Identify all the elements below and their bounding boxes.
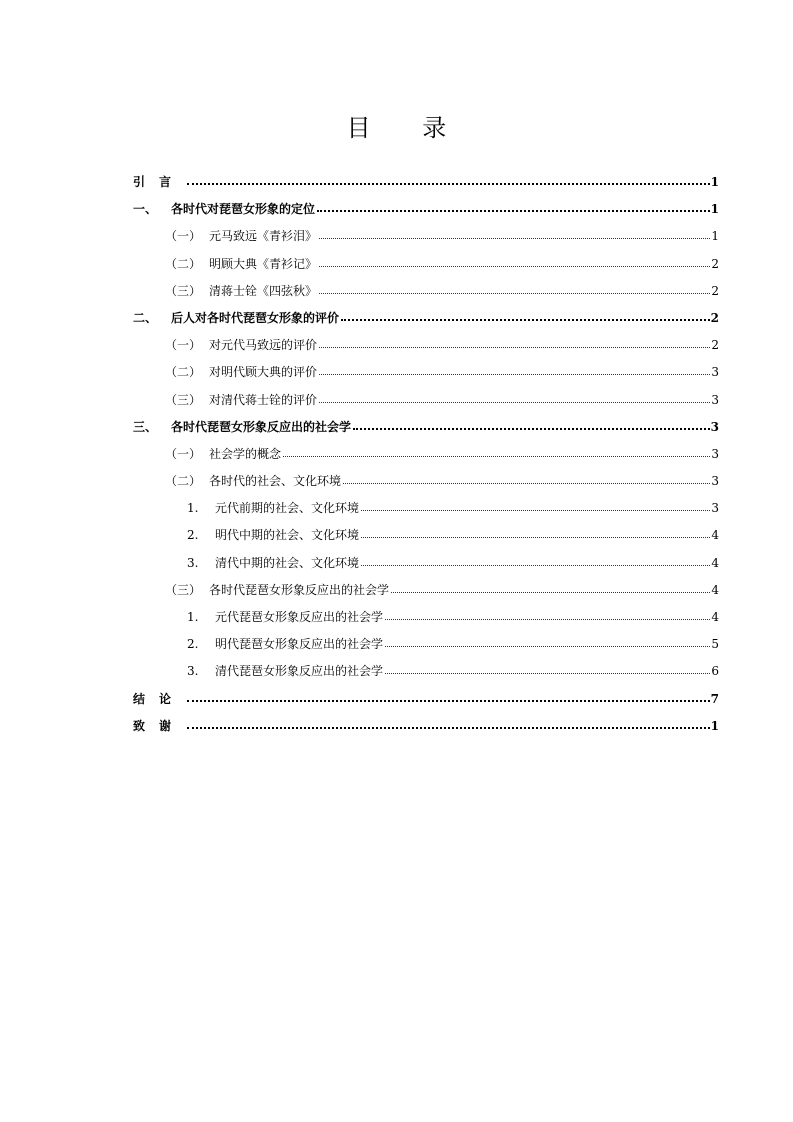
toc-entry-label: 对清代蒋士铨的评价 bbox=[209, 392, 318, 407]
toc-entry-label: 各时代琵琶女形象反应出的社会学 bbox=[171, 419, 352, 434]
toc-entry[interactable] bbox=[133, 199, 719, 226]
toc-entry[interactable] bbox=[133, 716, 719, 743]
page-title: 目 录 bbox=[346, 114, 469, 142]
toc-entry-label: 明顾大典《青衫记》 bbox=[209, 256, 318, 271]
toc-entry-page-number: 3 bbox=[711, 392, 719, 407]
dot-leader bbox=[319, 335, 710, 349]
dot-leader bbox=[361, 553, 710, 567]
toc-entry[interactable] bbox=[133, 417, 719, 444]
toc-entry-page-number: 4 bbox=[711, 528, 719, 543]
toc-entry-label: 清代中期的社会、文化环境 bbox=[215, 555, 360, 570]
toc-entry-number: （三） bbox=[165, 582, 202, 597]
table-of-contents bbox=[133, 172, 719, 743]
toc-entry-number: （一） bbox=[165, 229, 202, 244]
toc-entry[interactable] bbox=[133, 661, 719, 688]
dot-leader bbox=[353, 417, 710, 431]
toc-entry-page-number: 3 bbox=[711, 365, 719, 380]
toc-entry[interactable] bbox=[133, 689, 719, 716]
toc-entry[interactable] bbox=[133, 254, 719, 281]
toc-entry-page-number: 1 bbox=[710, 175, 719, 189]
toc-entry-label: 各时代琵琶女形象反应出的社会学 bbox=[209, 582, 390, 597]
toc-entry-label: 元代琵琶女形象反应出的社会学 bbox=[215, 610, 384, 624]
toc-entry-number: 3. bbox=[187, 555, 199, 570]
toc-entry-number: 一、 bbox=[133, 202, 158, 217]
toc-entry[interactable] bbox=[133, 281, 719, 308]
dot-leader bbox=[391, 580, 710, 594]
toc-entry-page-number: 4 bbox=[711, 610, 719, 624]
toc-entry-number: 三、 bbox=[133, 419, 158, 434]
dot-leader bbox=[319, 281, 710, 295]
toc-entry-page-number: 3 bbox=[711, 501, 719, 516]
toc-entry[interactable] bbox=[133, 634, 719, 661]
toc-entry[interactable] bbox=[133, 525, 719, 552]
toc-entry-label: 对元代马致远的评价 bbox=[209, 338, 318, 353]
toc-entry-number: （二） bbox=[165, 474, 202, 489]
toc-entry-label: 各时代的社会、文化环境 bbox=[209, 474, 342, 489]
toc-entry-page-number: 2 bbox=[711, 338, 719, 353]
dot-leader bbox=[187, 172, 710, 186]
toc-entry-label: 元代前期的社会、文化环境 bbox=[215, 501, 360, 516]
toc-entry-number: （二） bbox=[165, 256, 202, 271]
dot-leader bbox=[341, 308, 710, 322]
toc-entry-page-number: 7 bbox=[710, 691, 719, 706]
toc-entry[interactable] bbox=[133, 226, 719, 253]
dot-leader bbox=[385, 634, 710, 648]
toc-entry-page-number: 6 bbox=[711, 664, 719, 679]
toc-entry-number: 1. bbox=[187, 610, 199, 624]
dot-leader bbox=[187, 689, 710, 703]
dot-leader bbox=[319, 254, 710, 268]
toc-entry-page-number: 5 bbox=[711, 637, 719, 652]
toc-entry-page-number: 2 bbox=[710, 310, 719, 325]
toc-entry-number: （三） bbox=[165, 283, 202, 298]
toc-entry[interactable] bbox=[133, 390, 719, 417]
toc-entry-number: （三） bbox=[165, 392, 202, 407]
toc-entry-number: 3. bbox=[187, 664, 199, 679]
toc-entry-number: 1. bbox=[187, 501, 199, 516]
toc-entry-page-number: 3 bbox=[711, 474, 719, 489]
dot-leader bbox=[385, 661, 710, 675]
dot-leader bbox=[361, 498, 710, 512]
dot-leader bbox=[385, 607, 710, 621]
toc-entry[interactable] bbox=[133, 553, 719, 580]
dot-leader bbox=[319, 362, 710, 376]
toc-entry-label: 后人对各时代琵琶女形象的评价 bbox=[171, 310, 340, 325]
toc-entry-number: 2. bbox=[187, 637, 199, 652]
toc-entry-label: 社会学的概念 bbox=[209, 446, 282, 461]
toc-entry[interactable] bbox=[133, 607, 719, 634]
toc-entry-page-number: 2 bbox=[711, 283, 719, 298]
toc-entry-page-number: 1 bbox=[710, 718, 719, 733]
toc-entry[interactable] bbox=[133, 308, 719, 335]
dot-leader bbox=[319, 390, 710, 404]
toc-entry-page-number: 1 bbox=[711, 229, 719, 244]
toc-entry[interactable] bbox=[133, 471, 719, 498]
dot-leader bbox=[361, 525, 710, 539]
toc-entry-label: 引言 bbox=[133, 175, 186, 189]
toc-entry-label: 对明代顾大典的评价 bbox=[209, 365, 318, 380]
toc-entry-label: 明代琵琶女形象反应出的社会学 bbox=[215, 637, 384, 652]
toc-entry[interactable] bbox=[133, 172, 719, 199]
dot-leader bbox=[319, 226, 710, 240]
toc-entry-label: 各时代对琵琶女形象的定位 bbox=[171, 202, 316, 217]
dot-leader bbox=[187, 716, 710, 730]
toc-entry[interactable] bbox=[133, 444, 719, 471]
toc-entry-number: （一） bbox=[165, 446, 202, 461]
toc-entry-page-number: 3 bbox=[710, 419, 719, 434]
toc-entry-label: 清蒋士铨《四弦秋》 bbox=[209, 283, 318, 298]
dot-leader bbox=[317, 199, 710, 213]
toc-entry[interactable] bbox=[133, 580, 719, 607]
toc-entry-page-number: 3 bbox=[711, 446, 719, 461]
toc-entry-number: （二） bbox=[165, 365, 202, 380]
toc-entry[interactable] bbox=[133, 498, 719, 525]
toc-entry-label: 元马致远《青衫泪》 bbox=[209, 229, 318, 244]
toc-entry-label: 明代中期的社会、文化环境 bbox=[215, 528, 360, 543]
toc-entry-label: 清代琵琶女形象反应出的社会学 bbox=[215, 664, 384, 679]
toc-entry-number: （一） bbox=[165, 338, 202, 353]
toc-entry[interactable] bbox=[133, 335, 719, 362]
toc-entry-page-number: 4 bbox=[711, 582, 719, 597]
toc-entry-number: 2. bbox=[187, 528, 199, 543]
toc-entry-page-number: 1 bbox=[710, 202, 719, 217]
toc-entry[interactable] bbox=[133, 362, 719, 389]
toc-entry-page-number: 4 bbox=[711, 555, 719, 570]
dot-leader bbox=[283, 444, 710, 458]
toc-entry-page-number: 2 bbox=[711, 256, 719, 271]
dot-leader bbox=[343, 471, 710, 485]
toc-entry-label: 结论 bbox=[133, 691, 186, 706]
toc-entry-label: 致谢 bbox=[133, 718, 186, 733]
toc-entry-number: 二、 bbox=[133, 310, 158, 325]
